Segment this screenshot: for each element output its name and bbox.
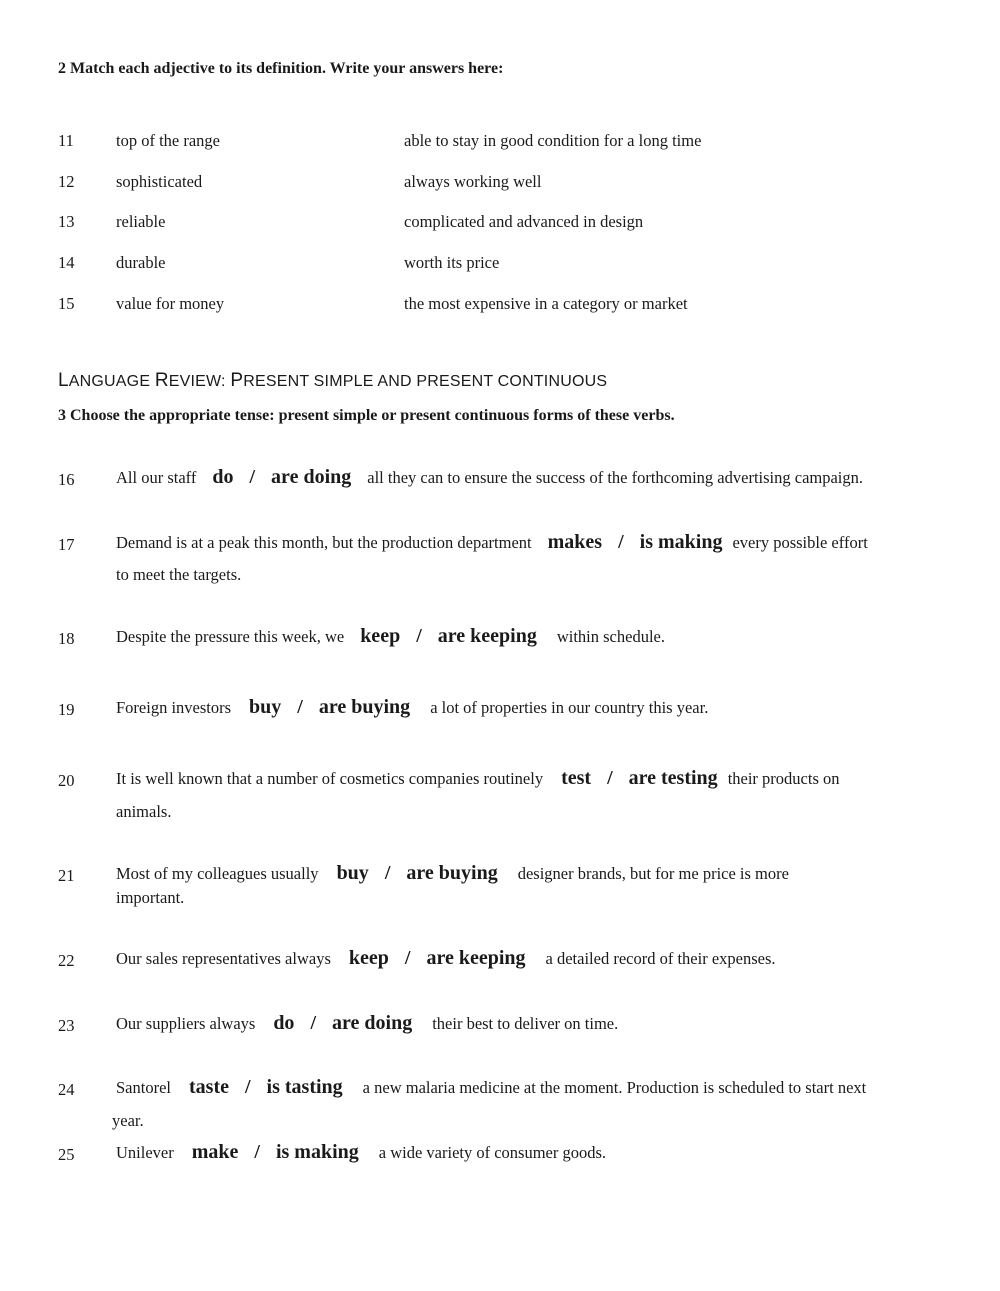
separator: / — [254, 1141, 260, 1163]
option-continuous[interactable]: are buying — [318, 696, 411, 718]
adjective-term: durable — [116, 253, 166, 272]
exercise-3-instruction: 3 Choose the appropriate tense: present simple or present continuous forms of these verbs. — [58, 407, 675, 424]
option-continuous[interactable]: are doing — [271, 466, 352, 488]
option-simple[interactable]: makes — [547, 531, 603, 553]
sentence-before: Our sales representatives always — [116, 949, 331, 968]
option-simple[interactable]: taste — [189, 1076, 229, 1098]
item-number: 17 — [58, 535, 75, 554]
option-continuous[interactable]: is making — [275, 1141, 359, 1163]
item-number: 11 — [58, 131, 74, 150]
item-number: 14 — [58, 253, 75, 272]
sentence-after: every possible effort — [732, 533, 868, 552]
item-number: 12 — [58, 172, 75, 191]
sentence-after: a wide variety of consumer goods. — [378, 1143, 607, 1162]
option-continuous[interactable]: are keeping — [426, 947, 526, 969]
separator: / — [310, 1012, 316, 1034]
sentence-row — [116, 947, 776, 970]
separator: / — [416, 625, 422, 647]
definition: able to stay in good condition for a long time — [404, 131, 702, 150]
adjective-term: value for money — [116, 294, 225, 313]
separator: / — [249, 466, 256, 488]
sentence-after: within schedule. — [556, 627, 665, 646]
option-continuous[interactable]: are doing — [332, 1012, 413, 1034]
option-simple[interactable]: do — [273, 1012, 295, 1034]
sentence-before: Despite the pressure this week, we — [116, 627, 345, 646]
sentence-after: their best to deliver on time. — [432, 1014, 619, 1033]
option-continuous[interactable]: are testing — [628, 767, 718, 789]
sentence-row — [116, 862, 789, 885]
sentence-after: their products on — [727, 769, 840, 788]
sentence-before: It is well known that a number of cosmetics companies routinely — [116, 769, 544, 788]
option-simple[interactable]: do — [212, 466, 234, 488]
separator: / — [297, 696, 303, 718]
option-simple[interactable]: make — [191, 1141, 239, 1163]
sentence-before: Our suppliers always — [116, 1014, 256, 1033]
sentence-continuation: year. — [112, 1111, 144, 1130]
sentence-row — [116, 1012, 618, 1035]
sentence-row — [116, 466, 863, 489]
section-heading: LANGUAGE REVIEW: PRESENT SIMPLE AND PRESENT CONTINUOUS — [58, 370, 608, 391]
sentence-row — [116, 767, 840, 790]
sentence-before: Most of my colleagues usually — [116, 864, 319, 883]
option-simple[interactable]: keep — [360, 625, 401, 647]
sentence-row — [116, 696, 708, 719]
definition: the most expensive in a category or market — [404, 294, 688, 313]
sentence-after: designer brands, but for me price is more — [517, 864, 789, 883]
sentence-before: Demand is at a peak this month, but the production department — [116, 533, 532, 552]
sentence-continuation: animals. — [116, 802, 172, 821]
exercise-2-instruction: 2 Match each adjective to its definition. Write your answers here: — [58, 60, 504, 77]
separator: / — [384, 862, 391, 884]
sentence-before: Foreign investors — [116, 698, 232, 717]
item-number: 15 — [58, 294, 75, 313]
item-number: 20 — [58, 771, 75, 790]
sentence-row — [116, 531, 868, 554]
item-number: 23 — [58, 1016, 75, 1035]
item-number: 21 — [58, 866, 75, 885]
option-continuous[interactable]: is tasting — [266, 1076, 343, 1098]
sentence-row — [116, 1076, 866, 1099]
option-simple[interactable]: test — [561, 767, 592, 789]
option-simple[interactable]: buy — [336, 862, 369, 884]
definition: complicated and advanced in design — [404, 212, 644, 231]
option-continuous[interactable]: are buying — [406, 862, 498, 884]
separator: / — [404, 947, 411, 969]
item-number: 24 — [58, 1080, 75, 1099]
item-number: 25 — [58, 1145, 75, 1164]
item-number: 19 — [58, 700, 75, 719]
sentence-row — [116, 625, 665, 648]
definition: worth its price — [404, 253, 500, 272]
item-number: 16 — [58, 470, 75, 489]
option-continuous[interactable]: are keeping — [437, 625, 537, 647]
separator: / — [244, 1076, 251, 1098]
option-continuous[interactable]: is making — [639, 531, 723, 553]
separator: / — [607, 767, 613, 789]
sentence-before: Unilever — [116, 1143, 174, 1162]
sentence-after: a lot of properties in our country this year. — [430, 698, 709, 717]
adjective-term: reliable — [116, 212, 166, 231]
sentence-before: Santorel — [116, 1078, 171, 1097]
adjective-term: top of the range — [116, 131, 221, 150]
sentence-after: a detailed record of their expenses. — [545, 949, 776, 968]
sentence-after: all they can to ensure the success of the forthcoming advertising campaign. — [367, 468, 864, 487]
item-number: 22 — [58, 951, 75, 970]
definition: always working well — [404, 172, 542, 191]
item-number: 13 — [58, 212, 75, 231]
sentence-continuation: to meet the targets. — [116, 565, 242, 584]
option-simple[interactable]: buy — [249, 696, 282, 718]
sentence-after: a new malaria medicine at the moment. Production is scheduled to start next — [362, 1078, 867, 1097]
sentence-continuation: important. — [116, 888, 185, 907]
item-number: 18 — [58, 629, 75, 648]
option-simple[interactable]: keep — [348, 947, 389, 969]
adjective-term: sophisticated — [116, 172, 203, 191]
sentence-before: All our staff — [116, 468, 197, 487]
sentence-row — [116, 1141, 606, 1164]
separator: / — [618, 531, 624, 553]
